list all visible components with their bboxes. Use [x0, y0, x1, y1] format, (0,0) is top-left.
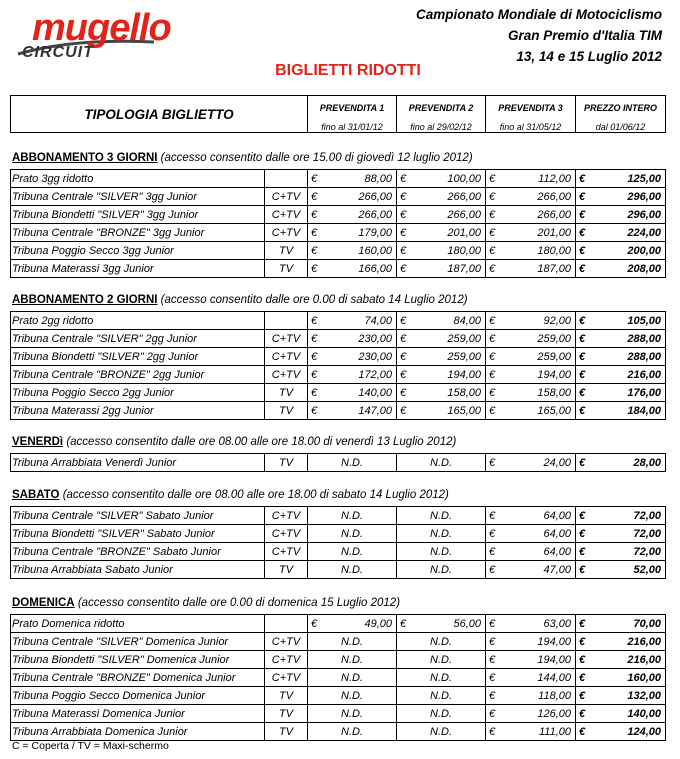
price-table	[10, 614, 666, 741]
ticket-type: C+TV	[265, 330, 308, 348]
ticket-type: C+TV	[265, 348, 308, 366]
currency-symbol: €	[397, 170, 408, 188]
table-row	[11, 384, 666, 402]
price-cell: 112,00	[497, 170, 576, 188]
ticket-type: C+TV	[265, 366, 308, 384]
price-cell: 266,00	[408, 188, 486, 206]
ticket-name: Tribuna Centrale "SILVER" 2gg Junior	[11, 330, 265, 348]
currency-symbol: €	[576, 188, 587, 206]
section-title	[12, 489, 449, 501]
currency-symbol: €	[486, 170, 497, 188]
price-cell: 49,00	[319, 615, 397, 633]
price-cell: N.D.	[397, 507, 486, 525]
price-cell: N.D.	[308, 454, 397, 472]
price-cell: 105,00	[587, 312, 666, 330]
currency-symbol: €	[308, 170, 319, 188]
price-cell: 172,00	[319, 366, 397, 384]
price-cell: 147,00	[319, 402, 397, 420]
currency-symbol: €	[308, 188, 319, 206]
event-header	[416, 4, 662, 67]
currency-symbol: €	[308, 402, 319, 420]
ticket-type: TV	[265, 454, 308, 472]
currency-symbol: €	[576, 705, 587, 723]
currency-symbol: €	[397, 242, 408, 260]
price-cell: N.D.	[397, 651, 486, 669]
ticket-type	[265, 170, 308, 188]
section-name: ABBONAMENTO 2 GIORNI	[12, 294, 158, 306]
table-row	[11, 260, 666, 278]
price-cell: N.D.	[308, 687, 397, 705]
price-cell: 100,00	[408, 170, 486, 188]
col-header-date: dal 01/06/12	[576, 119, 666, 132]
price-cell: 259,00	[408, 348, 486, 366]
price-cell: N.D.	[397, 525, 486, 543]
footnote: C = Coperta / TV = Maxi-schermo	[12, 740, 169, 752]
price-cell: 70,00	[587, 615, 666, 633]
price-cell: 179,00	[319, 224, 397, 242]
price-cell: 266,00	[408, 206, 486, 224]
price-cell: 72,00	[587, 543, 666, 561]
table-row	[11, 651, 666, 669]
table-row	[11, 402, 666, 420]
price-cell: 160,00	[587, 669, 666, 687]
currency-symbol: €	[576, 507, 587, 525]
col-header-date: fino al 29/02/12	[397, 119, 486, 132]
col-header-label: PREVENDITA 3	[486, 96, 576, 120]
price-cell: N.D.	[308, 669, 397, 687]
currency-symbol: €	[397, 206, 408, 224]
logo-subtitle: CIRCUIT	[22, 44, 94, 61]
header-line3: 13, 14 e 15 Luglio 2012	[516, 49, 662, 64]
currency-symbol: €	[308, 348, 319, 366]
table-row	[11, 705, 666, 723]
price-cell: 288,00	[587, 330, 666, 348]
mugello-logo	[14, 7, 171, 66]
currency-symbol: €	[486, 543, 497, 561]
table-row	[11, 242, 666, 260]
price-cell: 230,00	[319, 330, 397, 348]
price-table	[10, 311, 666, 420]
col-header-label: PREZZO INTERO	[576, 96, 666, 120]
price-cell: N.D.	[397, 723, 486, 741]
price-cell: N.D.	[397, 454, 486, 472]
currency-symbol: €	[397, 224, 408, 242]
price-cell: 194,00	[408, 366, 486, 384]
table-row	[11, 170, 666, 188]
currency-symbol: €	[486, 669, 497, 687]
ticket-name: Tribuna Arrabbiata Sabato Junior	[11, 561, 265, 579]
col-header-label: PREVENDITA 2	[397, 96, 486, 120]
price-cell: N.D.	[308, 525, 397, 543]
currency-symbol: €	[486, 651, 497, 669]
col-header-label: PREVENDITA 1	[308, 96, 397, 120]
ticket-name: Prato 2gg ridotto	[11, 312, 265, 330]
currency-symbol: €	[486, 384, 497, 402]
currency-symbol: €	[486, 224, 497, 242]
currency-symbol: €	[397, 615, 408, 633]
price-cell: 125,00	[587, 170, 666, 188]
currency-symbol: €	[576, 170, 587, 188]
currency-symbol: €	[486, 242, 497, 260]
section-name: SABATO	[12, 489, 60, 501]
price-table	[10, 506, 666, 579]
price-cell: 288,00	[587, 348, 666, 366]
price-cell: 74,00	[319, 312, 397, 330]
section-note: (accesso consentito dalle ore 08.00 alle ore 18.00 di venerdì 13 Luglio 2012)	[66, 436, 457, 448]
price-cell: 259,00	[408, 330, 486, 348]
price-cell: 266,00	[319, 188, 397, 206]
price-cell: 201,00	[497, 224, 576, 242]
price-cell: 180,00	[408, 242, 486, 260]
logo-wordmark: mugello	[32, 7, 171, 49]
ticket-name: Tribuna Biondetti "SILVER" Domenica Junior	[11, 651, 265, 669]
price-cell: N.D.	[308, 723, 397, 741]
ticket-name: Tribuna Biondetti "SILVER" 3gg Junior	[11, 206, 265, 224]
currency-symbol: €	[308, 260, 319, 278]
col-header-date: fino al 31/01/12	[308, 119, 397, 132]
price-cell: 266,00	[497, 188, 576, 206]
currency-symbol: €	[308, 366, 319, 384]
currency-symbol: €	[486, 561, 497, 579]
tipologia-header: TIPOLOGIA BIGLIETTO	[11, 96, 308, 133]
ticket-name: Tribuna Centrale "BRONZE" 3gg Junior	[11, 224, 265, 242]
currency-symbol: €	[576, 561, 587, 579]
ticket-name: Tribuna Centrale "SILVER" 3gg Junior	[11, 188, 265, 206]
ticket-name: Tribuna Arrabbiata Domenica Junior	[11, 723, 265, 741]
currency-symbol: €	[576, 348, 587, 366]
table-row	[11, 454, 666, 472]
currency-symbol: €	[486, 723, 497, 741]
currency-symbol: €	[397, 366, 408, 384]
currency-symbol: €	[576, 260, 587, 278]
price-cell: 187,00	[408, 260, 486, 278]
currency-symbol: €	[397, 188, 408, 206]
currency-symbol: €	[308, 384, 319, 402]
price-cell: 166,00	[319, 260, 397, 278]
currency-symbol: €	[308, 224, 319, 242]
price-cell: 92,00	[497, 312, 576, 330]
price-cell: 259,00	[497, 348, 576, 366]
currency-symbol: €	[397, 402, 408, 420]
page-title: BIGLIETTI RIDOTTI	[275, 62, 421, 79]
ticket-type: C+TV	[265, 543, 308, 561]
price-cell: 118,00	[497, 687, 576, 705]
currency-symbol: €	[486, 348, 497, 366]
price-table	[10, 453, 666, 472]
currency-symbol: €	[486, 633, 497, 651]
ticket-name: Tribuna Materassi Domenica Junior	[11, 705, 265, 723]
table-row	[11, 723, 666, 741]
price-cell: 200,00	[587, 242, 666, 260]
price-cell: 56,00	[408, 615, 486, 633]
col-header-date: fino al 31/05/12	[486, 119, 576, 132]
price-table-header	[10, 95, 666, 133]
ticket-name: Tribuna Biondetti "SILVER" Sabato Junior	[11, 525, 265, 543]
currency-symbol: €	[576, 242, 587, 260]
price-cell: 201,00	[408, 224, 486, 242]
price-cell: 194,00	[497, 366, 576, 384]
currency-symbol: €	[576, 454, 587, 472]
price-cell: 28,00	[587, 454, 666, 472]
currency-symbol: €	[576, 330, 587, 348]
table-row	[11, 507, 666, 525]
table-row	[11, 633, 666, 651]
price-cell: N.D.	[397, 669, 486, 687]
table-row	[11, 543, 666, 561]
ticket-type	[265, 312, 308, 330]
currency-symbol: €	[397, 348, 408, 366]
currency-symbol: €	[486, 366, 497, 384]
price-cell: 158,00	[497, 384, 576, 402]
price-cell: 140,00	[319, 384, 397, 402]
price-cell: 187,00	[497, 260, 576, 278]
ticket-type: TV	[265, 402, 308, 420]
section-note: (accesso consentito dalle ore 0.00 di sabato 14 Luglio 2012)	[160, 294, 468, 306]
ticket-name: Tribuna Poggio Secco Domenica Junior	[11, 687, 265, 705]
ticket-name: Tribuna Centrale "SILVER" Sabato Junior	[11, 507, 265, 525]
price-cell: 296,00	[587, 188, 666, 206]
ticket-type	[265, 615, 308, 633]
section-title	[12, 152, 473, 164]
price-cell: 64,00	[497, 543, 576, 561]
ticket-type: TV	[265, 242, 308, 260]
ticket-type: C+TV	[265, 651, 308, 669]
price-cell: 180,00	[497, 242, 576, 260]
price-cell: 176,00	[587, 384, 666, 402]
price-cell: N.D.	[308, 633, 397, 651]
price-cell: N.D.	[308, 651, 397, 669]
table-row	[11, 330, 666, 348]
ticket-name: Tribuna Poggio Secco 3gg Junior	[11, 242, 265, 260]
price-cell: 144,00	[497, 669, 576, 687]
table-row	[11, 206, 666, 224]
table-row	[11, 188, 666, 206]
header-line2: Gran Premio d'Italia TIM	[508, 28, 662, 43]
price-table	[10, 169, 666, 278]
ticket-type: C+TV	[265, 525, 308, 543]
price-cell: 230,00	[319, 348, 397, 366]
price-cell: N.D.	[308, 561, 397, 579]
ticket-name: Tribuna Arrabbiata Venerdì Junior	[11, 454, 265, 472]
price-cell: 72,00	[587, 507, 666, 525]
ticket-name: Tribuna Materassi 2gg Junior	[11, 402, 265, 420]
ticket-type: TV	[265, 705, 308, 723]
currency-symbol: €	[308, 330, 319, 348]
currency-symbol: €	[576, 633, 587, 651]
currency-symbol: €	[397, 312, 408, 330]
currency-symbol: €	[397, 260, 408, 278]
price-cell: N.D.	[397, 561, 486, 579]
price-cell: 259,00	[497, 330, 576, 348]
table-row	[11, 615, 666, 633]
ticket-name: Tribuna Centrale "BRONZE" Sabato Junior	[11, 543, 265, 561]
currency-symbol: €	[486, 687, 497, 705]
price-cell: 208,00	[587, 260, 666, 278]
currency-symbol: €	[486, 330, 497, 348]
price-cell: 216,00	[587, 366, 666, 384]
section-note: (accesso consentito dalle ore 08.00 alle ore 18.00 di sabato 14 Luglio 2012)	[62, 489, 449, 501]
ticket-name: Tribuna Materassi 3gg Junior	[11, 260, 265, 278]
ticket-name: Tribuna Centrale "SILVER" Domenica Junior	[11, 633, 265, 651]
currency-symbol: €	[576, 312, 587, 330]
price-cell: N.D.	[397, 633, 486, 651]
currency-symbol: €	[576, 206, 587, 224]
price-cell: 165,00	[408, 402, 486, 420]
price-cell: 126,00	[497, 705, 576, 723]
currency-symbol: €	[576, 651, 587, 669]
price-cell: 111,00	[497, 723, 576, 741]
price-cell: 194,00	[497, 633, 576, 651]
currency-symbol: €	[486, 615, 497, 633]
ticket-type: C+TV	[265, 188, 308, 206]
currency-symbol: €	[576, 543, 587, 561]
currency-symbol: €	[486, 705, 497, 723]
currency-symbol: €	[308, 242, 319, 260]
ticket-name: Prato Domenica ridotto	[11, 615, 265, 633]
currency-symbol: €	[576, 723, 587, 741]
price-cell: N.D.	[308, 705, 397, 723]
ticket-name: Tribuna Poggio Secco 2gg Junior	[11, 384, 265, 402]
ticket-type: TV	[265, 687, 308, 705]
currency-symbol: €	[576, 615, 587, 633]
price-cell: 47,00	[497, 561, 576, 579]
currency-symbol: €	[576, 224, 587, 242]
currency-symbol: €	[486, 312, 497, 330]
ticket-type: C+TV	[265, 224, 308, 242]
table-row	[11, 224, 666, 242]
currency-symbol: €	[486, 454, 497, 472]
ticket-type: TV	[265, 260, 308, 278]
currency-symbol: €	[308, 615, 319, 633]
currency-symbol: €	[576, 669, 587, 687]
currency-symbol: €	[486, 260, 497, 278]
ticket-type: TV	[265, 723, 308, 741]
currency-symbol: €	[576, 525, 587, 543]
price-cell: 266,00	[497, 206, 576, 224]
ticket-type: TV	[265, 384, 308, 402]
section-title	[12, 294, 468, 306]
price-cell: 224,00	[587, 224, 666, 242]
price-cell: 158,00	[408, 384, 486, 402]
currency-symbol: €	[576, 384, 587, 402]
currency-symbol: €	[576, 687, 587, 705]
price-cell: 64,00	[497, 525, 576, 543]
currency-symbol: €	[576, 402, 587, 420]
section-name: DOMENICA	[12, 597, 75, 609]
currency-symbol: €	[486, 206, 497, 224]
price-cell: N.D.	[397, 543, 486, 561]
ticket-type: TV	[265, 561, 308, 579]
price-cell: 124,00	[587, 723, 666, 741]
ticket-name: Tribuna Centrale "BRONZE" 2gg Junior	[11, 366, 265, 384]
table-row	[11, 366, 666, 384]
section-name: ABBONAMENTO 3 GIORNI	[12, 152, 158, 164]
price-cell: N.D.	[397, 705, 486, 723]
price-cell: 266,00	[319, 206, 397, 224]
currency-symbol: €	[486, 507, 497, 525]
currency-symbol: €	[397, 330, 408, 348]
currency-symbol: €	[486, 402, 497, 420]
price-cell: 52,00	[587, 561, 666, 579]
price-cell: 165,00	[497, 402, 576, 420]
section-note: (accesso consentito dalle ore 0.00 di domenica 15 Luglio 2012)	[77, 597, 401, 609]
section-name: VENERDì	[12, 436, 64, 448]
ticket-name: Prato 3gg ridotto	[11, 170, 265, 188]
section-note: (accesso consentito dalle ore 15.00 di giovedì 12 luglio 2012)	[160, 152, 473, 164]
table-row	[11, 561, 666, 579]
currency-symbol: €	[397, 384, 408, 402]
price-cell: 132,00	[587, 687, 666, 705]
price-cell: 88,00	[319, 170, 397, 188]
price-cell: N.D.	[308, 543, 397, 561]
table-row	[11, 525, 666, 543]
ticket-type: C+TV	[265, 507, 308, 525]
ticket-name: Tribuna Biondetti "SILVER" 2gg Junior	[11, 348, 265, 366]
price-cell: 160,00	[319, 242, 397, 260]
price-cell: 63,00	[497, 615, 576, 633]
ticket-type: C+TV	[265, 669, 308, 687]
ticket-type: C+TV	[265, 206, 308, 224]
currency-symbol: €	[308, 206, 319, 224]
price-cell: 84,00	[408, 312, 486, 330]
price-cell: 216,00	[587, 651, 666, 669]
price-cell: 140,00	[587, 705, 666, 723]
currency-symbol: €	[486, 525, 497, 543]
ticket-type: C+TV	[265, 633, 308, 651]
section-title	[12, 597, 400, 609]
price-cell: 216,00	[587, 633, 666, 651]
header-line1: Campionato Mondiale di Motociclismo	[415, 7, 662, 22]
price-cell: 296,00	[587, 206, 666, 224]
ticket-name: Tribuna Centrale "BRONZE" Domenica Junior	[11, 669, 265, 687]
currency-symbol: €	[486, 188, 497, 206]
price-cell: 64,00	[497, 507, 576, 525]
price-cell: 194,00	[497, 651, 576, 669]
price-cell: N.D.	[397, 687, 486, 705]
price-cell: 72,00	[587, 525, 666, 543]
section-title	[12, 436, 456, 448]
table-row	[11, 687, 666, 705]
currency-symbol: €	[576, 366, 587, 384]
currency-symbol: €	[308, 312, 319, 330]
table-row	[11, 669, 666, 687]
price-cell: N.D.	[308, 507, 397, 525]
price-cell: 184,00	[587, 402, 666, 420]
table-row	[11, 312, 666, 330]
price-cell: 24,00	[497, 454, 576, 472]
table-row	[11, 348, 666, 366]
